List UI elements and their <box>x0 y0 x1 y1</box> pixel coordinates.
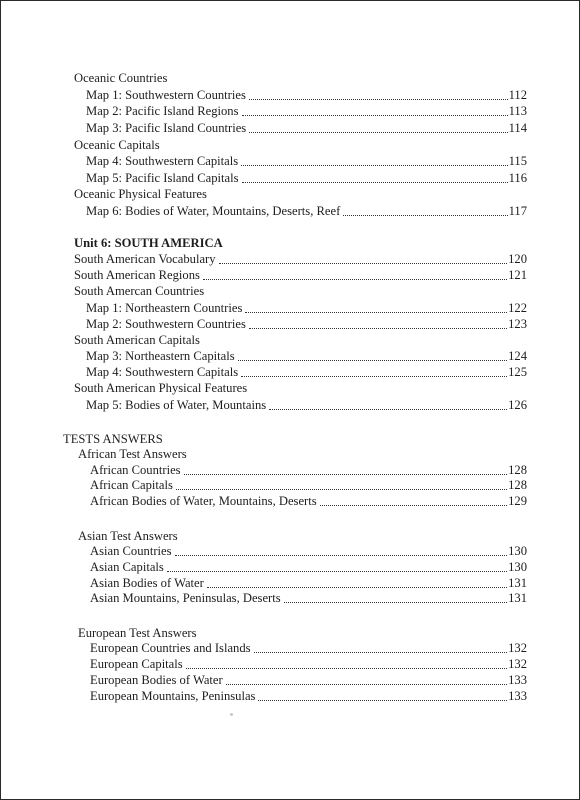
toc-entry[interactable] <box>86 365 527 380</box>
entry-title: European Countries and Islands <box>90 641 251 655</box>
page-number: 122 <box>508 301 527 315</box>
dot-leader <box>258 700 507 701</box>
entry-title: Asian Mountains, Peninsulas, Deserts <box>90 591 281 605</box>
page-number: 116 <box>508 171 527 185</box>
toc-entry[interactable] <box>86 171 527 186</box>
section-heading-oceanic-countries: Oceanic Countries <box>74 71 168 85</box>
toc-entry[interactable] <box>90 478 527 493</box>
section-heading-sa-physical: South American Physical Features <box>74 381 248 395</box>
page-number: 126 <box>508 398 527 412</box>
dot-leader <box>186 668 507 669</box>
entry-title: Map 4: Southwestern Capitals <box>86 154 239 168</box>
entry-title: African Capitals <box>90 478 173 492</box>
dot-leader <box>269 409 507 410</box>
toc-entry[interactable] <box>90 641 527 656</box>
toc-entry[interactable] <box>86 121 527 136</box>
toc-entry[interactable] <box>86 104 527 119</box>
page-number: 114 <box>508 121 527 135</box>
dot-leader <box>207 587 507 588</box>
page-number: 123 <box>508 317 527 331</box>
page-number: 128 <box>508 463 527 477</box>
toc-entry[interactable] <box>86 301 527 316</box>
section-heading-african-tests: African Test Answers <box>78 447 187 461</box>
entry-title: Map 3: Pacific Island Countries <box>86 121 247 135</box>
dot-leader <box>241 376 507 377</box>
toc-entry[interactable] <box>86 204 527 219</box>
page-number: 131 <box>508 576 527 590</box>
page-number: 131 <box>508 591 527 605</box>
page-number: 133 <box>508 689 527 703</box>
section-heading-oceanic-physical: Oceanic Physical Features <box>74 187 207 201</box>
unit-heading: Unit 6: SOUTH AMERICA <box>74 236 223 250</box>
dot-leader <box>241 165 507 166</box>
toc-entry[interactable] <box>90 463 527 478</box>
dot-leader <box>176 489 507 490</box>
dot-leader <box>219 263 508 264</box>
dot-leader <box>238 360 507 361</box>
toc-entry[interactable] <box>90 673 527 688</box>
page-number: 129 <box>508 494 527 508</box>
section-heading-asian-tests: Asian Test Answers <box>78 529 178 543</box>
entry-title: Asian Capitals <box>90 560 164 574</box>
dot-leader <box>254 652 508 653</box>
section-heading-sa-capitals: South American Capitals <box>74 333 200 347</box>
entry-title: Map 2: Southwestern Countries <box>86 317 246 331</box>
toc-entry[interactable] <box>86 398 527 413</box>
page-number: 112 <box>508 88 527 102</box>
toc-entry[interactable] <box>86 154 527 169</box>
table-of-contents <box>1 1 579 799</box>
toc-entry[interactable] <box>90 576 527 591</box>
section-heading-european-tests: European Test Answers <box>78 626 197 640</box>
entry-title: European Capitals <box>90 657 183 671</box>
page-number: 133 <box>508 673 527 687</box>
page-number: 132 <box>508 657 527 671</box>
entry-title: European Mountains, Peninsulas <box>90 689 256 703</box>
entry-title: Map 2: Pacific Island Regions <box>86 104 239 118</box>
entry-title: South American Vocabulary <box>74 252 216 266</box>
toc-entry[interactable] <box>90 544 527 559</box>
page-number: 130 <box>508 544 527 558</box>
entry-title: African Bodies of Water, Mountains, Deserts <box>90 494 317 508</box>
dot-leader <box>175 555 508 556</box>
page-number: 128 <box>508 478 527 492</box>
section-heading-sa-countries: South Amercan Countries <box>74 284 205 298</box>
toc-entry[interactable] <box>90 591 527 606</box>
toc-entry[interactable] <box>90 560 527 575</box>
toc-entry[interactable] <box>86 349 527 364</box>
toc-entry[interactable] <box>90 657 527 672</box>
page-number: 132 <box>508 641 527 655</box>
toc-entry[interactable] <box>86 88 527 103</box>
tests-answers-heading: TESTS ANSWERS <box>63 432 163 446</box>
dot-leader <box>245 312 507 313</box>
entry-title: Asian Bodies of Water <box>90 576 204 590</box>
page-number: 130 <box>508 560 527 574</box>
page-number: 117 <box>508 204 527 218</box>
toc-entry[interactable] <box>74 268 527 283</box>
dot-leader <box>167 571 507 572</box>
dot-leader <box>249 132 507 133</box>
dot-leader <box>320 505 507 506</box>
toc-entry[interactable] <box>86 317 527 332</box>
toc-entry[interactable] <box>90 494 527 509</box>
page-number: 115 <box>508 154 527 168</box>
entry-title: Map 3: Northeastern Capitals <box>86 349 235 363</box>
page-number: 120 <box>508 252 527 266</box>
dot-leader <box>343 215 507 216</box>
entry-title: Map 1: Southwestern Countries <box>86 88 246 102</box>
dot-leader <box>203 279 507 280</box>
entry-title: European Bodies of Water <box>90 673 223 687</box>
toc-entry[interactable] <box>74 252 527 267</box>
entry-title: Map 1: Northeastern Countries <box>86 301 243 315</box>
dot-leader <box>242 115 508 116</box>
page-number: 125 <box>508 365 527 379</box>
entry-title: Map 4: Southwestern Capitals <box>86 365 239 379</box>
dot-leader <box>249 328 507 329</box>
entry-title: South American Regions <box>74 268 200 282</box>
entry-title: Map 6: Bodies of Water, Mountains, Deserts, Reef <box>86 204 341 218</box>
entry-title: African Countries <box>90 463 181 477</box>
page-number: 124 <box>508 349 527 363</box>
dot-leader <box>226 684 507 685</box>
dot-leader <box>184 474 508 475</box>
dot-leader <box>284 602 507 603</box>
entry-title: Map 5: Pacific Island Capitals <box>86 171 239 185</box>
entry-title: Asian Countries <box>90 544 172 558</box>
page-number: 121 <box>508 268 527 282</box>
page-number: 113 <box>508 104 527 118</box>
dot-leader <box>242 182 508 183</box>
entry-title: Map 5: Bodies of Water, Mountains <box>86 398 267 412</box>
dot-leader <box>249 99 508 100</box>
section-heading-oceanic-capitals: Oceanic Capitals <box>74 138 160 152</box>
toc-entry[interactable] <box>90 689 527 704</box>
scan-speck <box>230 713 233 716</box>
